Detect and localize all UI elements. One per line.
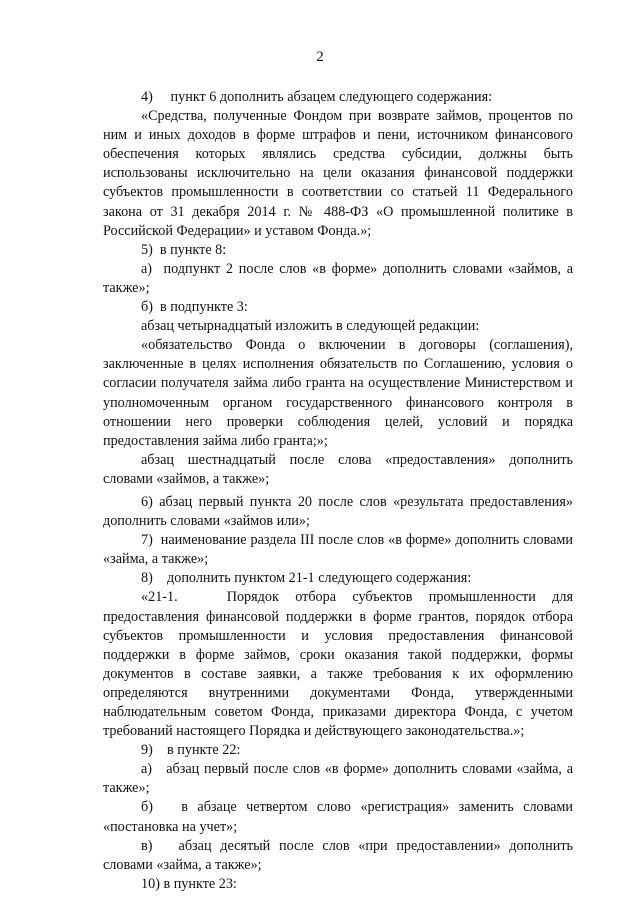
paragraph-item-8: 8) дополнить пунктом 21-1 следующего содержания: [141,570,472,587]
paragraph-quote-item-4: «Средства, полученные Фондом при возврате займов, процентов по ним и иных доходов в форме штрафов и пени, источником финансового обеспечения которых являлись средства субсидии, должны быть использованы исключительно на цели оказания финансовой поддержки субъектов промышленности в соответствии со статьей 11 Федерального закона от 31 декабря 2014 г. № 488-ФЗ «О промышленной политике в Российской Федерации» и уставом Фонда.»; [103,108,573,239]
paragraph-item-9v: в) абзац десятый после слов «при предоставлении» дополнить словами «займа, а также»; [103,837,573,873]
paragraph-quote-21-1: «21-1. Порядок отбора субъектов промышленности для предоставления финансовой поддержки в форме грантов, порядок отбора субъектов промышленности и условия предоставления финансовой поддержки в форме займов, сроки оказания такой поддержки, формы документов в составе заявки, а также требования к их оформлению определяются внутренними документами Фонда, утвержденными наблюдательным советом Фонда, приказами директора Фонда, с учетом требований настоящего Порядка и действующего законодательства.»; [103,589,573,740]
paragraph-item-9a: а) абзац первый после слов «в форме» дополнить словами «займа, а также»; [103,761,573,797]
paragraph-item-6: 6) абзац первый пункта 20 после слов «результата предоставления» дополнить словами «займов или»; [103,493,573,530]
paragraph-item-7: 7) наименование раздела III после слов «в форме» дополнить словами «займа, а также»; [103,532,573,568]
paragraph-abzac-16: абзац шестнадцатый после слова «предоставления» дополнить словами «займов, а также»; [103,451,573,487]
paragraph-item-5: 5) в пункте 8: [141,241,227,258]
paragraph-quote-abzac-14: «обязательство Фонда о включении в договоры (соглашения), заключенные в целях исполнения обязательств по Соглашению, условия о согласии получателя займа либо гранта на осуществление Министерством и уполномоченным органом государственного финансового контроля в отношении него проверки соблюдения целей, условий и порядка предоставления займа либо гранта;»; [103,337,573,449]
paragraph-item-5a: а) подпункт 2 после слов «в форме» дополнить словами «займов, а также»; [103,260,573,296]
page-number: 2 [316,49,324,65]
paragraph-item-10: 10) в пункте 23: [141,875,237,892]
paragraph-item-5b: б) в подпункте 3: [141,299,248,316]
paragraph-item-9: 9) в пункте 22: [141,742,241,759]
paragraph-item-4: 4) пункт 6 дополнить абзацем следующего содержания: [141,89,493,105]
paragraph-abzac-14: абзац четырнадцатый изложить в следующей редакции: [141,318,480,335]
paragraph-item-9b: б) в абзаце четвертом слово «регистрация» заменить словами «постановка на учет»; [103,799,573,835]
document-body [103,88,573,894]
